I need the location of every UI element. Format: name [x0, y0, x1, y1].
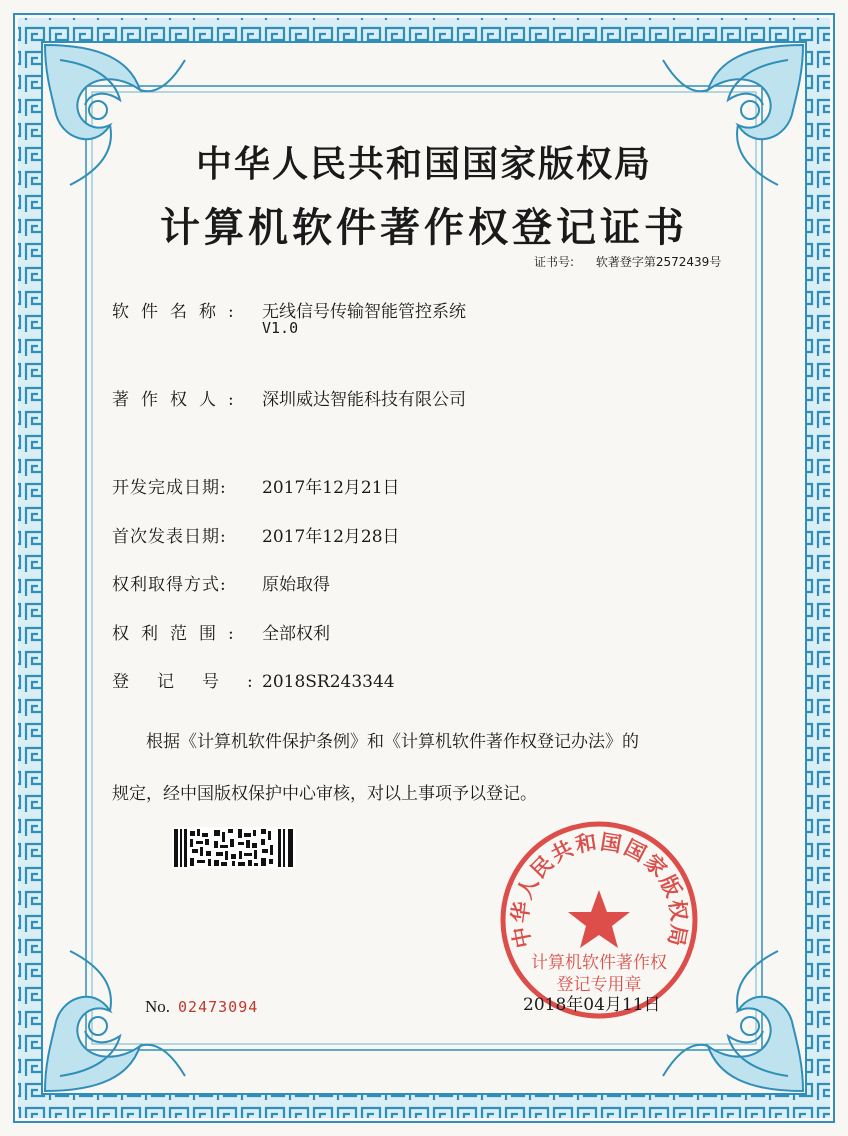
- statement-paragraph: [112, 716, 772, 820]
- seal-ring-text: 中华人民共和国国家版权局: [507, 829, 692, 950]
- field-software-name: [112, 297, 466, 337]
- field-rights-scope: [112, 619, 330, 644]
- issuing-authority: 中华人民共和国国家版权局: [195, 143, 652, 185]
- corner-ornament-bottom-left: [40, 946, 190, 1096]
- field-dev-date: [112, 473, 400, 498]
- certificate-number-label: 证书号:: [534, 255, 575, 269]
- certificate-number: [534, 253, 721, 270]
- seal-inner-line-1: 计算机软件著作权: [531, 953, 667, 973]
- field-value: 2017年12月21日: [262, 478, 400, 498]
- field-value: 深圳威达智能科技有限公司: [262, 390, 466, 410]
- barcode-qr-code: [172, 827, 296, 869]
- field-label: 权利取得方式:: [112, 575, 227, 595]
- field-copyright-owner: [112, 385, 466, 410]
- statement-line-1: 根据《计算机软件保护条例》和《计算机软件著作权登记办法》的: [146, 732, 639, 752]
- field-label: 登记号:: [112, 672, 281, 692]
- field-label: 著作权人:: [112, 390, 246, 410]
- field-value: 原始取得: [262, 575, 330, 595]
- software-version: V1.0: [262, 319, 299, 337]
- field-value: 无线信号传输智能管控系统: [262, 302, 466, 322]
- field-label: 开发完成日期:: [112, 478, 227, 498]
- issue-date: 2018年04月11日: [523, 995, 661, 1015]
- field-acquire-method: [112, 570, 330, 595]
- certificate-number-value: 软著登字第2572439号: [595, 255, 722, 269]
- certificate-title: 计算机软件著作权登记证书: [160, 204, 688, 251]
- serial-number-value: 02473094: [178, 998, 259, 1016]
- seal-inner-line-2: 登记专用章: [556, 975, 642, 995]
- field-value: 2018SR243344: [262, 672, 395, 692]
- seal-star-icon: [568, 890, 630, 948]
- field-label: 首次发表日期:: [112, 527, 227, 547]
- field-label: 软件名称:: [112, 302, 246, 322]
- statement-line-2: 规定，经中国版权保护中心审核，对以上事项予以登记。: [112, 784, 537, 804]
- field-label: 权利范围:: [112, 624, 246, 644]
- field-registration-number: [112, 667, 395, 692]
- serial-number-label: No.: [145, 997, 171, 1016]
- field-value: 2017年12月28日: [262, 527, 400, 547]
- serial-number: [145, 997, 258, 1017]
- field-publish-date: [112, 522, 400, 547]
- field-value: 全部权利: [262, 624, 330, 644]
